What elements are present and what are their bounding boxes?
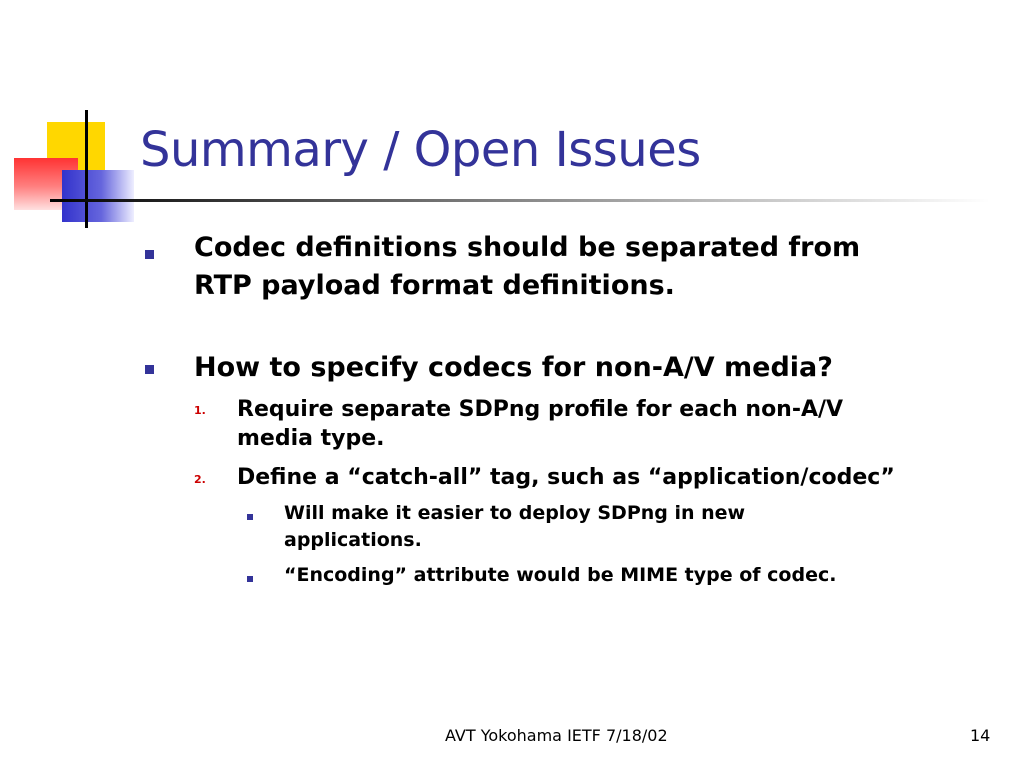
numbered-1-line-1: Require separate SDPng profile for each non-A/V xyxy=(237,397,844,422)
bullet-marker xyxy=(145,365,154,374)
number-marker: 2. xyxy=(194,473,206,486)
bullet-1-line-1: Codec definitions should be separated from xyxy=(194,232,861,263)
sub-bullet-1-line-1: Will make it easier to deploy SDPng in new xyxy=(284,502,746,524)
footer-text: AVT Yokohama IETF 7/18/02 xyxy=(445,726,668,745)
title-rule xyxy=(50,199,990,202)
page-number: 14 xyxy=(970,726,991,745)
sub-bullet-marker xyxy=(247,576,253,582)
number-marker: 1. xyxy=(194,404,206,417)
sub-bullet-marker xyxy=(247,514,253,520)
sub-bullet-2-line-1: “Encoding” attribute would be MIME type of codec. xyxy=(284,564,837,586)
blue-square xyxy=(62,170,134,222)
page-title: Summary / Open Issues xyxy=(140,122,701,178)
numbered-1-line-2: media type. xyxy=(237,426,385,451)
bullet-marker xyxy=(145,250,154,259)
sub-bullet-1-line-2: applications. xyxy=(284,529,422,551)
bullet-1-line-2: RTP payload format definitions. xyxy=(194,270,675,301)
numbered-2-line-1: Define a “catch-all” tag, such as “application/codec” xyxy=(237,465,895,490)
logo-decoration xyxy=(0,0,140,240)
bullet-2-line-1: How to specify codecs for non-A/V media? xyxy=(194,352,833,383)
vertical-line xyxy=(85,110,88,228)
